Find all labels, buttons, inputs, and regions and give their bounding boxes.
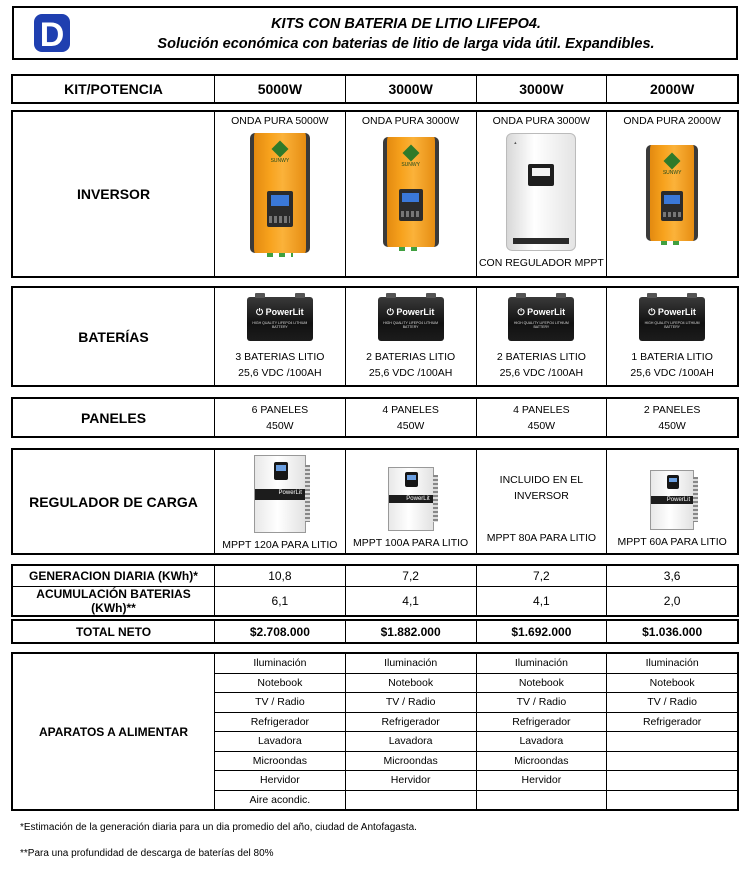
bateria-qty: 3 BATERIAS LITIO xyxy=(235,350,325,363)
energia-table xyxy=(12,565,738,616)
aparatos-label: APARATOS A ALIMENTAR xyxy=(13,654,215,810)
aparato-item: Microondas xyxy=(345,751,476,771)
aparato-item: Hervidor xyxy=(215,771,346,791)
aparato-item: Refrigerador xyxy=(345,712,476,732)
inverter-brand: SUNWY xyxy=(270,158,290,164)
regulador-table xyxy=(12,449,738,554)
acumulacion-value: 4,1 xyxy=(476,587,607,616)
aparato-item: Refrigerador xyxy=(607,712,738,732)
generacion-value: 7,2 xyxy=(476,566,607,587)
total-label: TOTAL NETO xyxy=(13,621,215,643)
aparato-item: Notebook xyxy=(345,673,476,693)
aparato-item xyxy=(607,751,738,771)
regulator-display-icon xyxy=(405,472,417,487)
panel-cell-4 xyxy=(607,399,738,437)
regulador-caption: MPPT 80A PARA LITIO xyxy=(486,531,597,544)
bateria-spec: 25,6 VDC /100AH xyxy=(238,366,322,379)
bateria-spec: 25,6 VDC /100AH xyxy=(630,366,714,379)
aparato-item: Lavadora xyxy=(476,732,607,752)
bateria-qty: 2 BATERIAS LITIO xyxy=(366,350,456,363)
inversor-caption: ONDA PURA 5000W xyxy=(231,115,329,127)
regulator-display-icon xyxy=(667,475,679,489)
total-value: $1.036.000 xyxy=(607,621,738,643)
panel-qty: 4 PANELES xyxy=(513,403,570,416)
baterias-label: BATERÍAS xyxy=(13,288,215,386)
battery-brand-sub: HIGH QUALITY LIFEPO4 LITHIUM BATTERY xyxy=(513,320,569,329)
aparato-item: TV / Radio xyxy=(215,693,346,713)
battery-image xyxy=(378,297,444,341)
regulator-image xyxy=(650,470,694,530)
logo-d-icon xyxy=(32,12,72,54)
sunwy-logo-icon xyxy=(271,141,288,158)
power-col-3: 3000W xyxy=(476,76,607,103)
inverter-logo-icon: ▲ xyxy=(513,140,518,145)
power-col-2: 3000W xyxy=(345,76,476,103)
battery-brand: ⏻ PowerLit xyxy=(517,306,566,317)
acumulacion-value: 2,0 xyxy=(607,587,738,616)
inverter-brand: SUNWY xyxy=(401,162,420,168)
panel-qty: 4 PANELES xyxy=(382,403,439,416)
inversor-caption: ONDA PURA 2000W xyxy=(623,115,721,127)
aparato-item: Refrigerador xyxy=(476,712,607,732)
paneles-table xyxy=(12,398,738,437)
regulador-included-2: INVERSOR xyxy=(513,489,569,502)
aparato-item: Notebook xyxy=(607,673,738,693)
inverter-image xyxy=(383,137,439,247)
page-subtitle: Solución económica con baterias de litio de larga vida útil. Expandibles. xyxy=(157,36,655,52)
panel-cell-2 xyxy=(345,399,476,437)
aparato-item xyxy=(345,790,476,810)
aparato-item xyxy=(476,790,607,810)
aparato-item: Iluminación xyxy=(215,654,346,674)
aparato-item: Aire acondic. xyxy=(215,790,346,810)
aparato-item: Notebook xyxy=(476,673,607,693)
total-value: $2.708.000 xyxy=(215,621,346,643)
battery-brand-sub: HIGH QUALITY LIFEPO4 LITHIUM BATTERY xyxy=(644,320,700,329)
battery-brand: ⏻ PowerLit xyxy=(256,306,304,317)
aparato-item: Iluminación xyxy=(607,654,738,674)
aparato-item: TV / Radio xyxy=(345,693,476,713)
aparato-item xyxy=(607,771,738,791)
power-col-1: 5000W xyxy=(215,76,346,103)
total-table xyxy=(12,620,738,643)
header-box xyxy=(12,6,738,60)
regulator-image xyxy=(254,455,306,533)
inverter-display-icon xyxy=(267,191,293,227)
inverter-image xyxy=(646,145,698,241)
inverter-image xyxy=(250,133,310,253)
inversor-cell-1 xyxy=(215,112,346,277)
kit-label: KIT/POTENCIA xyxy=(13,76,215,103)
aparato-item xyxy=(607,790,738,810)
acumulacion-label: ACUMULACIÓN BATERIAS (KWh)** xyxy=(13,587,215,616)
power-col-4: 2000W xyxy=(607,76,738,103)
aparato-item: Iluminación xyxy=(476,654,607,674)
regulador-label: REGULADOR DE CARGA xyxy=(13,450,215,554)
inversor-cell-3 xyxy=(476,112,607,277)
aparato-item: Lavadora xyxy=(215,732,346,752)
footnote-1: *Estimación de la generación diaria para un dia promedio del año, ciudad de Antofagasta. xyxy=(20,822,417,833)
inversor-table xyxy=(12,111,738,277)
panel-watts: 450W xyxy=(658,419,686,432)
paneles-label: PANELES xyxy=(13,399,215,437)
header-text xyxy=(84,14,728,54)
aparato-item: Lavadora xyxy=(345,732,476,752)
aparato-item: Hervidor xyxy=(345,771,476,791)
battery-brand-sub: HIGH QUALITY LIFEPO4 LITHIUM BATTERY xyxy=(252,320,308,329)
generacion-value: 3,6 xyxy=(607,566,738,587)
kit-header-table xyxy=(12,75,738,103)
regulador-cell-2 xyxy=(345,450,476,554)
bateria-qty: 1 BATERIA LITIO xyxy=(631,350,713,363)
acumulacion-value: 4,1 xyxy=(345,587,476,616)
panel-qty: 6 PANELES xyxy=(251,403,309,416)
regulador-caption: MPPT 100A PARA LITIO xyxy=(353,536,469,549)
regulador-cell-4 xyxy=(607,450,738,554)
generacion-label: GENERACION DIARIA (KWh)* xyxy=(13,566,215,587)
aparato-item: TV / Radio xyxy=(607,693,738,713)
regulator-display-icon xyxy=(274,462,288,480)
aparato-item: Notebook xyxy=(215,673,346,693)
aparato-item: Microondas xyxy=(215,751,346,771)
bateria-cell-2 xyxy=(345,288,476,386)
total-value: $1.692.000 xyxy=(476,621,607,643)
regulador-caption: MPPT 60A PARA LITIO xyxy=(617,535,727,548)
bateria-spec: 25,6 VDC /100AH xyxy=(368,366,453,379)
regulador-cell-1 xyxy=(215,450,346,554)
acumulacion-value: 6,1 xyxy=(215,587,346,616)
battery-image xyxy=(639,297,705,341)
inverter-display-icon xyxy=(528,164,554,186)
bateria-cell-1 xyxy=(215,288,346,386)
total-value: $1.882.000 xyxy=(345,621,476,643)
aparatos-table xyxy=(12,653,738,810)
battery-image xyxy=(247,297,313,341)
baterias-table xyxy=(12,287,738,386)
regulador-caption: MPPT 120A PARA LITIO xyxy=(222,538,338,551)
panel-cell-1 xyxy=(215,399,346,437)
page-title: KITS CON BATERIA DE LITIO LIFEPO4. xyxy=(271,16,541,32)
inverter-white-image xyxy=(506,133,576,251)
aparato-item: Iluminación xyxy=(345,654,476,674)
inverter-brand: SUNWY xyxy=(662,170,682,176)
regulador-included: INCLUIDO EN EL xyxy=(499,473,584,486)
regulator-brand: PowerLit xyxy=(255,489,305,500)
inversor-caption: ONDA PURA 3000W xyxy=(361,115,460,127)
inversor-note: CON REGULADOR MPPT xyxy=(478,257,604,269)
panel-watts: 450W xyxy=(396,419,425,432)
inverter-display-icon xyxy=(661,191,683,221)
regulador-cell-3 xyxy=(476,450,607,554)
inversor-label: INVERSOR xyxy=(13,112,215,277)
regulator-brand: PowerLit xyxy=(389,495,433,504)
generacion-value: 7,2 xyxy=(345,566,476,587)
bateria-qty: 2 BATERIAS LITIO xyxy=(496,350,586,363)
panel-cell-3 xyxy=(476,399,607,437)
battery-brand: ⏻ PowerLit xyxy=(648,306,696,317)
aparato-item: Hervidor xyxy=(476,771,607,791)
footnote-2: **Para una profundidad de descarga de baterías del 80% xyxy=(20,848,274,859)
inversor-cell-2 xyxy=(345,112,476,277)
regulator-brand: PowerLit xyxy=(651,496,693,504)
inverter-display-icon xyxy=(399,189,423,221)
regulator-image xyxy=(388,467,434,531)
panel-watts: 450W xyxy=(527,419,556,432)
generacion-value: 10,8 xyxy=(215,566,346,587)
aparato-item xyxy=(607,732,738,752)
panel-qty: 2 PANELES xyxy=(643,403,701,416)
sunwy-logo-icon xyxy=(664,153,681,170)
sunwy-logo-icon xyxy=(402,145,419,162)
inversor-cell-4 xyxy=(607,112,738,277)
aparato-item: Refrigerador xyxy=(215,712,346,732)
logo-letter: D xyxy=(39,16,65,54)
aparato-item: TV / Radio xyxy=(476,693,607,713)
bateria-spec: 25,6 VDC /100AH xyxy=(499,366,584,379)
bateria-cell-4 xyxy=(607,288,738,386)
battery-image xyxy=(508,297,574,341)
inversor-caption: ONDA PURA 3000W xyxy=(492,115,591,127)
aparato-item: Microondas xyxy=(476,751,607,771)
panel-watts: 450W xyxy=(266,419,294,432)
bateria-cell-3 xyxy=(476,288,607,386)
battery-brand-sub: HIGH QUALITY LIFEPO4 LITHIUM BATTERY xyxy=(383,320,439,329)
battery-brand: ⏻ PowerLit xyxy=(386,306,435,317)
